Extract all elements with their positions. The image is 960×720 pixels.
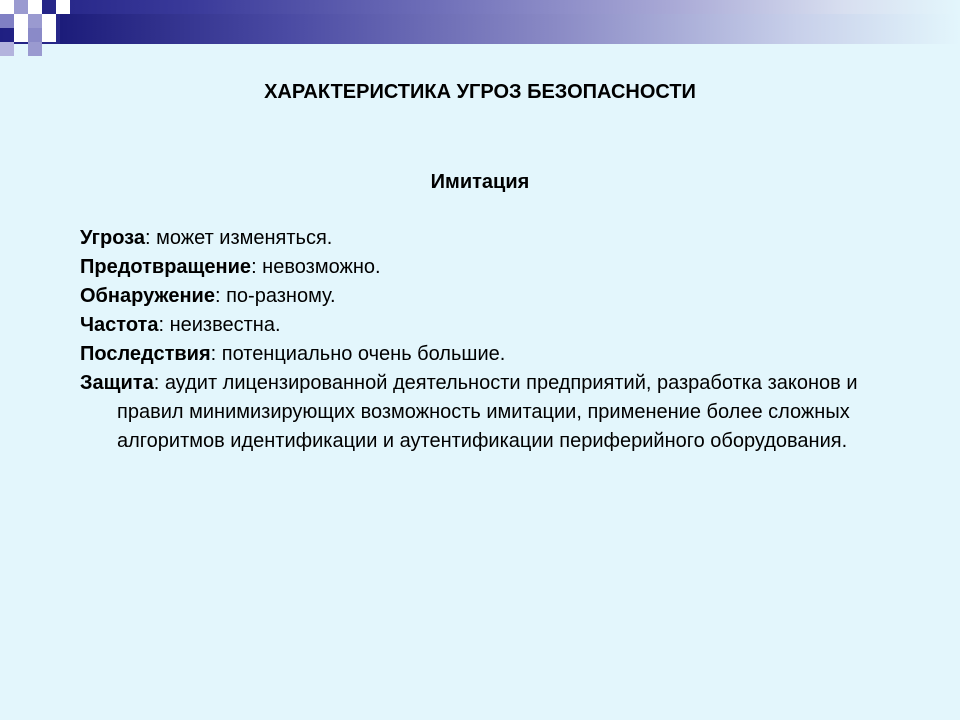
item-text: : невозможно.	[251, 256, 381, 278]
decor-square	[0, 14, 14, 28]
slide-subtitle: Имитация	[430, 171, 530, 193]
list-item-prevention	[80, 253, 900, 282]
decor-square	[28, 14, 42, 28]
decor-square	[42, 14, 56, 28]
decor-square	[0, 0, 14, 14]
item-label: Последствия	[80, 343, 211, 365]
threat-characteristics-list	[80, 224, 900, 456]
item-text: : аудит лицензированной деятельности предприятий, разработка законов и правил минимизирующих возможность имитации, применение более сложных алгоритмов идентификации и аутентификации периферийного оборудования.	[117, 372, 858, 452]
decor-square	[56, 0, 70, 14]
item-label: Предотвращение	[80, 256, 252, 278]
item-label: Обнаружение	[80, 285, 215, 307]
list-item-threat	[80, 224, 900, 253]
decor-square	[28, 42, 42, 56]
item-label: Угроза	[80, 227, 145, 249]
list-item-frequency	[80, 311, 900, 340]
item-label: Частота	[80, 314, 159, 336]
decor-square	[28, 0, 42, 14]
item-text: : потенциально очень большие.	[210, 343, 506, 365]
item-text: : может изменяться.	[144, 227, 333, 249]
list-item-consequences	[80, 340, 900, 369]
decor-square	[28, 28, 42, 42]
decor-square	[14, 14, 28, 28]
item-text: : неизвестна.	[158, 314, 281, 336]
decor-square	[42, 28, 56, 42]
header-gradient-band-lower	[60, 14, 960, 44]
item-label: Защита	[80, 372, 154, 394]
list-item-detection	[80, 282, 900, 311]
decor-square	[0, 42, 14, 56]
decor-square	[14, 0, 28, 14]
list-item-protection	[80, 369, 900, 456]
decor-square	[14, 28, 28, 42]
slide-title: ХАРАКТЕРИСТИКА УГРОЗ БЕЗОПАСНОСТИ	[264, 81, 696, 103]
item-text: : по-разному.	[214, 285, 336, 307]
